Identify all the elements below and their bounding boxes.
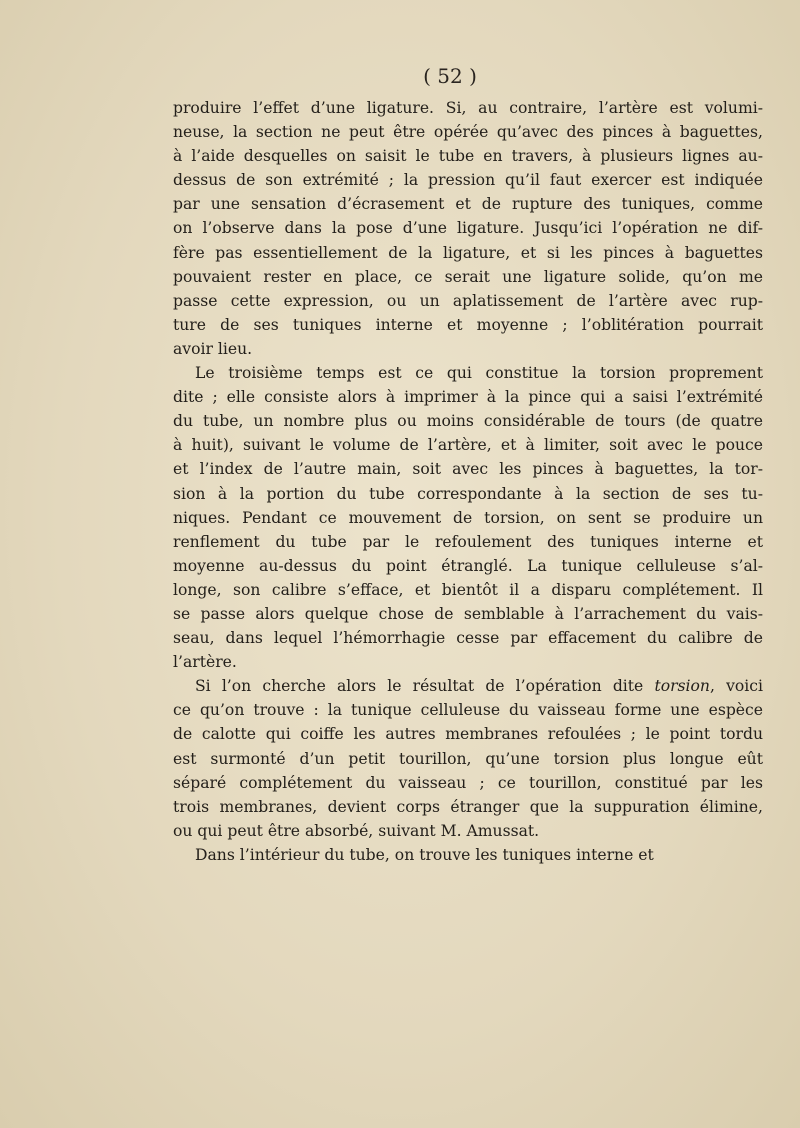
- text-line: sion à la portion du tube correspondante à la section de ses tu-: [173, 484, 763, 503]
- text-line: pouvaient rester en place, ce serait une ligature solide, qu’on me: [173, 267, 763, 286]
- text-line: longe, son calibre s’efface, et bientôt il a disparu complétement. Il: [173, 580, 763, 599]
- text-line: Si l’on cherche alors le résultat de l’opération dite torsion, voici: [195, 677, 763, 696]
- text-line: à huit), suivant le volume de l’artère, et à limiter, soit avec le pouce: [173, 436, 763, 455]
- text-line: dessus de son extrémité ; la pression qu’il faut exercer est indiquée: [173, 171, 763, 190]
- text-line: produire l’effet d’une ligature. Si, au contraire, l’artère est volumi-: [173, 99, 763, 117]
- text-line: ou qui peut être absorbé, suivant M. Amussat.: [173, 821, 540, 840]
- text-line: passe cette expression, ou un aplatissement de l’artère avec rup-: [173, 291, 763, 310]
- text-line: fère pas essentiellement de la ligature, et si les pinces à baguettes: [173, 243, 763, 262]
- text-line: se passe alors quelque chose de semblable à l’arrachement du vais-: [173, 604, 763, 623]
- text-line: trois membranes, devient corps étranger que la suppuration élimine,: [173, 797, 763, 816]
- text-line: dite ; elle consiste alors à imprimer à la pince qui a saisi l’extrémité: [173, 388, 763, 407]
- text-line: Le troisième temps est ce qui constitue la torsion proprement: [195, 364, 763, 383]
- text-line: moyenne au-dessus du point étranglé. La tunique celluleuse s’al-: [173, 556, 763, 575]
- text-line: ture de ses tuniques interne et moyenne ; l’oblitération pourrait: [173, 315, 763, 334]
- paragraph: [173, 843, 763, 867]
- text-line: on l’observe dans la pose d’une ligature. Jusqu’ici l’opération ne dif-: [173, 219, 763, 238]
- page-number: ( 52 ): [423, 64, 477, 88]
- text-line: et l’index de l’autre main, soit avec les pinces à baguettes, la tor-: [173, 460, 763, 479]
- text-line: l’artère.: [173, 653, 237, 672]
- text-line: du tube, un nombre plus ou moins considérable de tours (de quatre: [173, 412, 763, 431]
- text-line: est surmonté d’un petit tourillon, qu’une torsion plus longue eût: [173, 749, 763, 768]
- text-line: niques. Pendant ce mouvement de torsion, on sent se produire un: [173, 508, 763, 527]
- paragraph: [173, 674, 763, 843]
- text-line: seau, dans lequel l’hémorrhagie cesse par effacement du calibre de: [173, 629, 763, 648]
- text-line: à l’aide desquelles on saisit le tube en travers, à plusieurs lignes au-: [173, 147, 763, 166]
- text-line: avoir lieu.: [173, 339, 253, 358]
- text-line: renflement du tube par le refoulement des tuniques interne et: [173, 532, 763, 551]
- text-line: séparé complétement du vaisseau ; ce tourillon, constitué par les: [173, 773, 763, 792]
- text-line: de calotte qui coiffe les autres membranes refoulées ; le point tordu: [173, 725, 763, 744]
- paragraph: [173, 361, 763, 674]
- text-line: ce qu’on trouve : la tunique celluleuse du vaisseau forme une espèce: [173, 701, 763, 720]
- text-line: Dans l’intérieur du tube, on trouve les tuniques interne et: [195, 845, 654, 864]
- text-line: neuse, la section ne peut être opérée qu’avec des pinces à baguettes,: [173, 123, 763, 142]
- paragraph: [173, 96, 763, 361]
- body-text: [173, 96, 763, 867]
- text-line: par une sensation d’écrasement et de rupture des tuniques, comme: [173, 195, 763, 214]
